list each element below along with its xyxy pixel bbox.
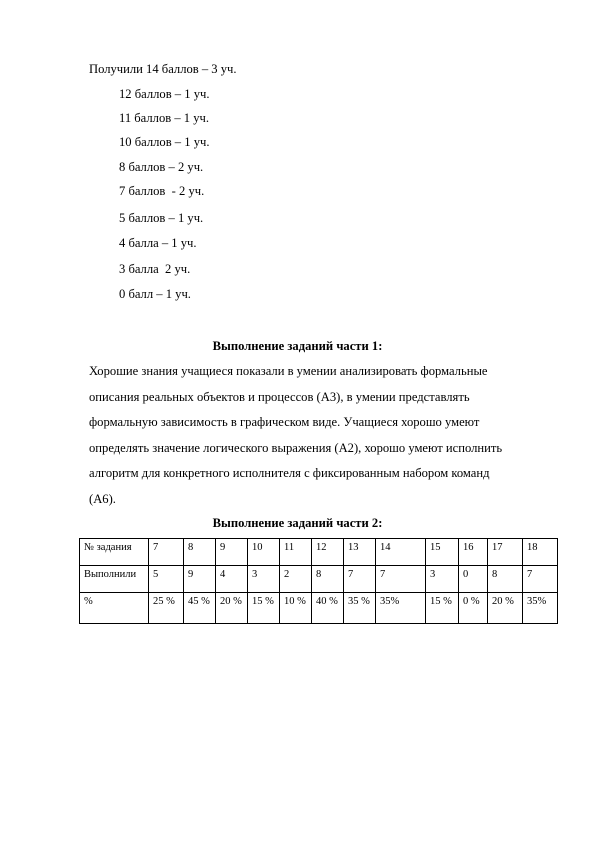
table-cell: 16: [459, 539, 488, 566]
part1-heading: Выполнение заданий части 1:: [212, 339, 383, 353]
table-cell: 0 %: [459, 593, 488, 624]
table-cell: 8: [184, 539, 216, 566]
part1-paragraph-line: описания реальных объектов и процессов (А3), в умении представлять: [89, 390, 470, 404]
table-cell: 7: [523, 566, 558, 593]
results-table: [79, 538, 558, 624]
part1-paragraph-line: (А6).: [89, 492, 116, 506]
score-line: 8 баллов – 2 уч.: [119, 160, 204, 174]
score-summary-first: Получили 14 баллов – 3 уч.: [89, 62, 237, 76]
table-cell: 0: [459, 566, 488, 593]
score-line: 12 баллов – 1 уч.: [119, 87, 210, 101]
score-line: 7 баллов - 2 уч.: [119, 184, 205, 198]
table-row-task-numbers: [80, 539, 558, 566]
table-cell: 8: [312, 566, 344, 593]
part2-heading: Выполнение заданий части 2:: [212, 516, 383, 530]
table-cell: 15: [426, 539, 459, 566]
score-line: 0 балл – 1 уч.: [119, 287, 191, 301]
row-label: № задания: [80, 539, 149, 566]
table-cell: 2: [280, 566, 312, 593]
table-cell: 15 %: [426, 593, 459, 624]
score-line: 5 баллов – 1 уч.: [119, 211, 204, 225]
score-line: 4 балла – 1 уч.: [119, 236, 197, 250]
table-cell: 7: [149, 539, 184, 566]
table-cell: 35 %: [344, 593, 376, 624]
row-label: %: [80, 593, 149, 624]
score-line: 11 баллов – 1 уч.: [119, 111, 210, 125]
table-cell: 9: [216, 539, 248, 566]
part1-paragraph-line: определять значение логического выражения (А2), хорошо умеют исполнить: [89, 441, 503, 455]
table-cell: 7: [376, 566, 426, 593]
score-line: 3 балла 2 уч.: [119, 262, 191, 276]
table-cell: 8: [488, 566, 523, 593]
part1-paragraph-line: Хорошие знания учащиеся показали в умении анализировать формальные: [89, 364, 488, 378]
table-cell: 4: [216, 566, 248, 593]
table-cell: 3: [426, 566, 459, 593]
table-cell: 18: [523, 539, 558, 566]
table-cell: 9: [184, 566, 216, 593]
table-cell: 45 %: [184, 593, 216, 624]
table-cell: 20 %: [488, 593, 523, 624]
table-cell: 25 %: [149, 593, 184, 624]
table-cell: 14: [376, 539, 426, 566]
table-cell: 35%: [523, 593, 558, 624]
table-row-percent: [80, 593, 558, 624]
part1-paragraph-line: алгоритм для конкретного исполнителя с фиксированным набором команд: [89, 466, 490, 480]
table-cell: 13: [344, 539, 376, 566]
table-cell: 7: [344, 566, 376, 593]
table-cell: 40 %: [312, 593, 344, 624]
table-cell: 15 %: [248, 593, 280, 624]
part1-paragraph-line: формальную зависимость в графическом виде. Учащиеся хорошо умеют: [89, 415, 480, 429]
table-cell: 3: [248, 566, 280, 593]
row-label: Выполнили: [80, 566, 149, 593]
table-cell: 11: [280, 539, 312, 566]
table-cell: 20 %: [216, 593, 248, 624]
table-cell: 35%: [376, 593, 426, 624]
score-line: 10 баллов – 1 уч.: [119, 135, 210, 149]
table-row-done: [80, 566, 558, 593]
table-cell: 10 %: [280, 593, 312, 624]
table-cell: 12: [312, 539, 344, 566]
table-cell: 10: [248, 539, 280, 566]
table-cell: 17: [488, 539, 523, 566]
table-cell: 5: [149, 566, 184, 593]
